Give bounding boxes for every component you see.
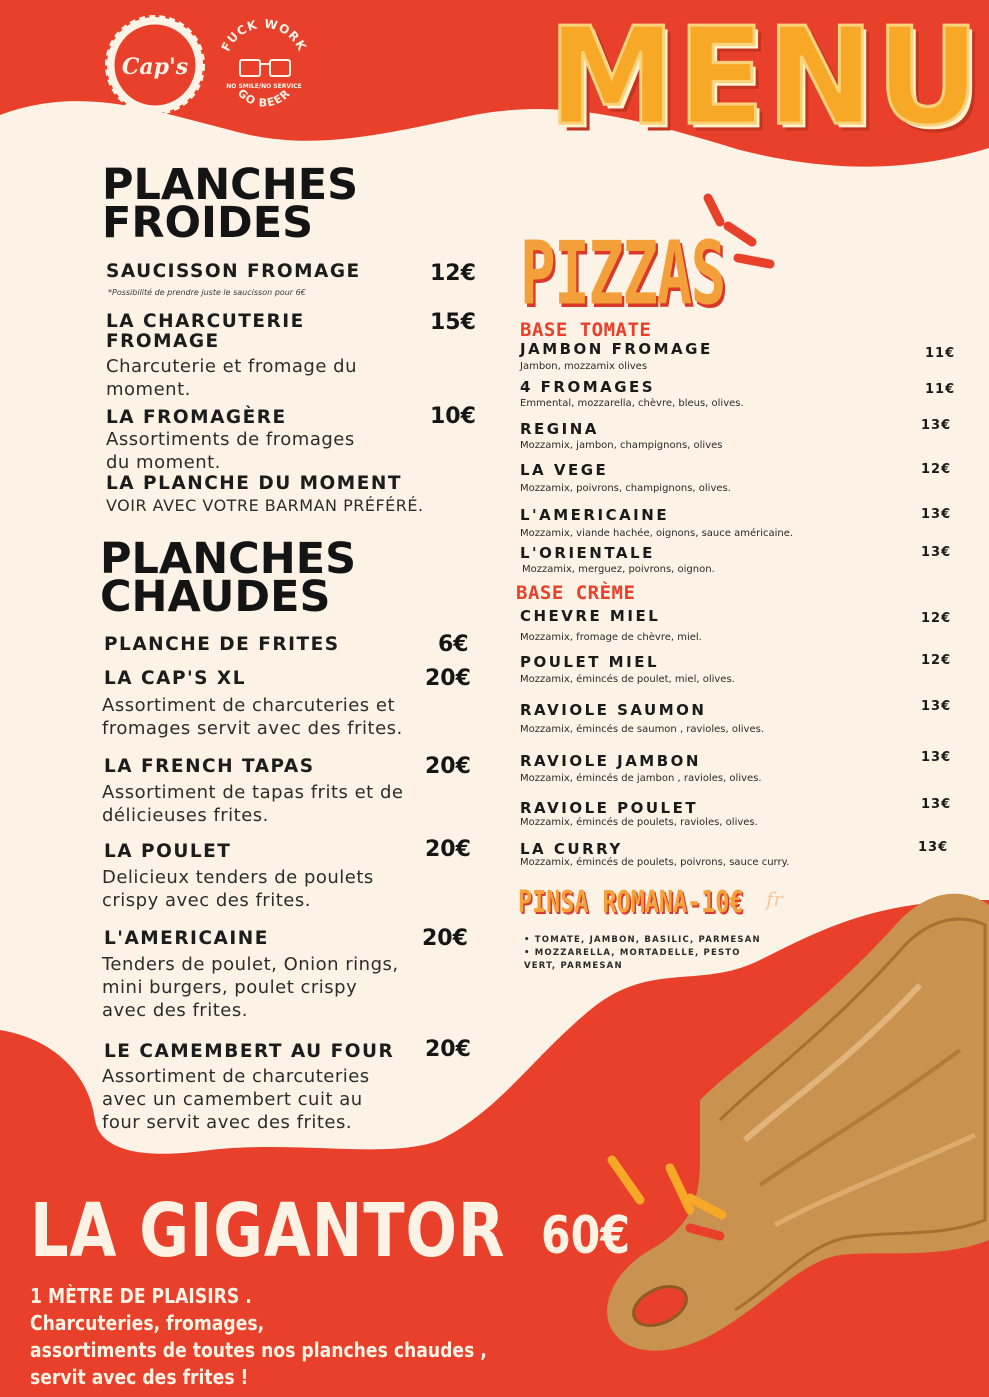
gigantor-title: LA GIGANTOR [30, 1188, 506, 1274]
item-charcuterie-fromage-desc-line1: Charcuterie et fromage du [106, 356, 357, 377]
pizza-regina-desc: Mozzamix, jambon, champignons, olives [520, 440, 723, 451]
item-americaine-price: 20€ [422, 926, 468, 951]
pizza-chevre-miel-price: 12€ [921, 611, 952, 626]
item-charcuterie-fromage-name-line1: LA CHARCUTERIE [106, 311, 305, 332]
caps-logo-text: Cap's [121, 54, 189, 80]
item-charcuterie-fromage-price: 15€ [430, 310, 476, 335]
item-charcuterie-fromage-name-line2: FROMAGE [106, 331, 220, 352]
item-americaine-name: L'AMERICAINE [104, 928, 269, 949]
pizza-poulet-miel-name: POULET MIEL [520, 653, 659, 671]
item-saucisson-fromage-note: *Possibilité de prendre juste le saucisson pour 6€ [108, 288, 306, 297]
pinsa-desc [524, 934, 761, 973]
item-charcuterie-fromage-name [106, 312, 305, 352]
pizza-raviole-saumon-name: RAVIOLE SAUMON [520, 701, 707, 719]
pizza-raviole-jambon-price: 13€ [921, 750, 952, 765]
pizza-raviole-poulet-name: RAVIOLE POULET [520, 799, 699, 817]
pizza-vege-desc: Mozzamix, poivrons, champignons, olives. [520, 483, 731, 494]
item-la-poulet-price: 20€ [425, 837, 471, 862]
gigantor-line4: servit avec des frites ! [30, 1365, 249, 1389]
base-tomate-title: BASE TOMATE [520, 319, 652, 341]
pizza-raviole-jambon-desc: Mozzamix, émincés de jambon , ravioles, olives. [520, 773, 762, 784]
menu-title: MENU [548, 0, 982, 156]
item-fromagere-price: 10€ [430, 404, 476, 429]
gigantor-desc [30, 1283, 561, 1391]
pizza-regina-price: 13€ [921, 418, 952, 433]
pizza-4-fromages-name: 4 FROMAGES [520, 378, 656, 396]
pizzas-title: PIZZAS [520, 222, 725, 325]
item-charcuterie-fromage-desc [106, 355, 357, 401]
item-french-tapas-price: 20€ [425, 754, 471, 779]
pizza-orientale-desc: Mozzamix, merguez, poivrons, oignon. [522, 564, 715, 575]
pizza-americaine-desc: Mozzamix, viande hachée, oignons, sauce américaine. [520, 528, 794, 539]
pizza-4-fromages-desc: Emmental, mozzarella, chèvre, bleus, olives. [520, 398, 744, 409]
pizza-vege-name: LA VEGE [520, 461, 609, 479]
item-caps-xl-name: LA CAP'S XL [104, 668, 246, 689]
item-french-tapas-desc-line1: Assortiment de tapas frits et de [102, 782, 404, 803]
item-planche-frites-name: PLANCHE DE FRITES [104, 634, 340, 655]
planches-froides-title-line2: FROIDES [102, 198, 314, 248]
pinsa-line1: • TOMATE, JAMBON, BASILIC, PARMESAN [524, 935, 761, 945]
pizza-raviole-saumon-desc: Mozzamix, émincés de saumon , ravioles, olives. [520, 724, 764, 735]
item-caps-xl-desc [102, 694, 403, 740]
gigantor-line2: Charcuteries, fromages, [30, 1311, 265, 1335]
logo-fuckwork-bottom: GO BEER [234, 86, 294, 110]
item-fromagere-desc-line2: du moment. [106, 452, 221, 473]
item-charcuterie-fromage-desc-line2: moment. [106, 379, 191, 400]
item-la-poulet-desc [102, 866, 374, 912]
item-fromagere-desc [106, 428, 355, 474]
caps-logo [104, 14, 206, 116]
beer-cheers-icon [240, 60, 290, 76]
item-camembert-desc-line2: avec un camembert cuit au [102, 1089, 363, 1110]
pizza-regina-name: REGINA [520, 420, 599, 438]
gigantor-price: 60€ [541, 1206, 631, 1266]
logo-fuckwork-top: FUCK WORK [218, 16, 310, 54]
pizza-poulet-miel-price: 12€ [921, 653, 952, 668]
item-french-tapas-desc [102, 781, 403, 827]
item-camembert-price: 20€ [425, 1037, 471, 1062]
pinsa-line2: • MOZZARELLA, MORTADELLE, PESTO [524, 948, 741, 958]
item-americaine-desc [102, 953, 399, 1022]
planches-froides-title-line1: PLANCHES [102, 160, 359, 210]
pizza-4-fromages-price: 11€ [925, 382, 956, 397]
pinsa-suffix: fr [766, 887, 783, 911]
item-caps-xl-price: 20€ [425, 666, 471, 691]
pizza-poulet-miel-desc: Mozzamix, émincés de poulet, miel, olives. [520, 674, 735, 685]
pizza-chevre-miel-desc: Mozzamix, fromage de chèvre, miel. [520, 632, 702, 643]
item-la-poulet-name: LA POULET [104, 841, 232, 862]
planches-chaudes-title-line1: PLANCHES [100, 534, 357, 584]
base-creme-title: BASE CRÈME [516, 582, 636, 604]
item-saucisson-fromage-name: SAUCISSON FROMAGE [106, 261, 361, 282]
pizza-raviole-poulet-price: 13€ [921, 797, 952, 812]
item-camembert-desc-line3: four servit avec des frites. [102, 1112, 353, 1133]
item-fromagere-desc-line1: Assortiments de fromages [106, 429, 355, 450]
item-camembert-desc-line1: Assortiment de charcuteries [102, 1066, 370, 1087]
item-americaine-desc-line1: Tenders de poulet, Onion rings, [102, 954, 399, 975]
pizza-americaine-price: 13€ [921, 507, 952, 522]
item-la-poulet-desc-line1: Delicieux tenders de poulets [102, 867, 374, 888]
item-caps-xl-desc-line2: fromages servit avec des frites. [102, 718, 403, 739]
item-americaine-desc-line3: avec des frites. [102, 1000, 248, 1021]
item-french-tapas-desc-line2: délicieuses frites. [102, 805, 269, 826]
item-caps-xl-desc-line1: Assortiment de charcuteries et [102, 695, 396, 716]
item-planche-du-moment-name: LA PLANCHE DU MOMENT [106, 473, 402, 494]
pizza-raviole-saumon-price: 13€ [921, 699, 952, 714]
item-americaine-desc-line2: mini burgers, poulet crispy [102, 977, 358, 998]
pizza-raviole-jambon-name: RAVIOLE JAMBON [520, 752, 701, 770]
item-french-tapas-name: LA FRENCH TAPAS [104, 756, 315, 777]
pizza-la-curry-desc: Mozzamix, émincés de poulets, poivrons, sauce curry. [520, 857, 790, 868]
pizza-orientale-name: L'ORIENTALE [520, 544, 655, 562]
pizza-vege-price: 12€ [921, 462, 952, 477]
item-planche-du-moment-desc: VOIR AVEC VOTRE BARMAN PRÉFÉRÉ. [106, 496, 424, 515]
item-fromagere-name: LA FROMAGÈRE [106, 407, 287, 428]
gigantor-line1: 1 MÈTRE DE PLAISIRS . [30, 1284, 252, 1308]
planches-chaudes-title [100, 534, 357, 622]
item-la-poulet-desc-line2: crispy avec des frites. [102, 890, 311, 911]
pinsa-title: PINSA ROMANA-10€ [518, 885, 744, 920]
item-camembert-name: LE CAMEMBERT AU FOUR [104, 1041, 395, 1062]
logo-fuckwork-middle: NO SMILE/NO SERVICE [226, 83, 302, 90]
pinsa-line3: VERT, PARMESAN [524, 961, 623, 971]
pizza-orientale-price: 13€ [921, 545, 952, 560]
svg-text:FUCK WORK [219, 17, 310, 54]
pizza-jambon-fromage-desc: Jambon, mozzamix olives [520, 361, 648, 372]
fuck-work-logo [216, 14, 312, 122]
pizza-chevre-miel-name: CHEVRE MIEL [520, 607, 661, 625]
pizza-jambon-fromage-name: JAMBON FROMAGE [520, 340, 713, 358]
pizza-americaine-name: L'AMERICAINE [520, 506, 670, 524]
item-camembert-desc [102, 1065, 370, 1134]
item-saucisson-fromage-price: 12€ [430, 261, 476, 286]
pizza-la-curry-price: 13€ [918, 840, 949, 855]
pizza-raviole-poulet-desc: Mozzamix, émincés de poulets, ravioles, olives. [520, 817, 758, 828]
planches-chaudes-title-line2: CHAUDES [100, 572, 331, 622]
planches-froides-title [102, 160, 359, 248]
gigantor-line3: assortiments de toutes nos planches chaudes , [30, 1338, 487, 1362]
item-planche-frites-price: 6€ [438, 632, 469, 657]
pizza-jambon-fromage-price: 11€ [925, 346, 956, 361]
pizza-la-curry-name: LA CURRY [520, 840, 623, 858]
